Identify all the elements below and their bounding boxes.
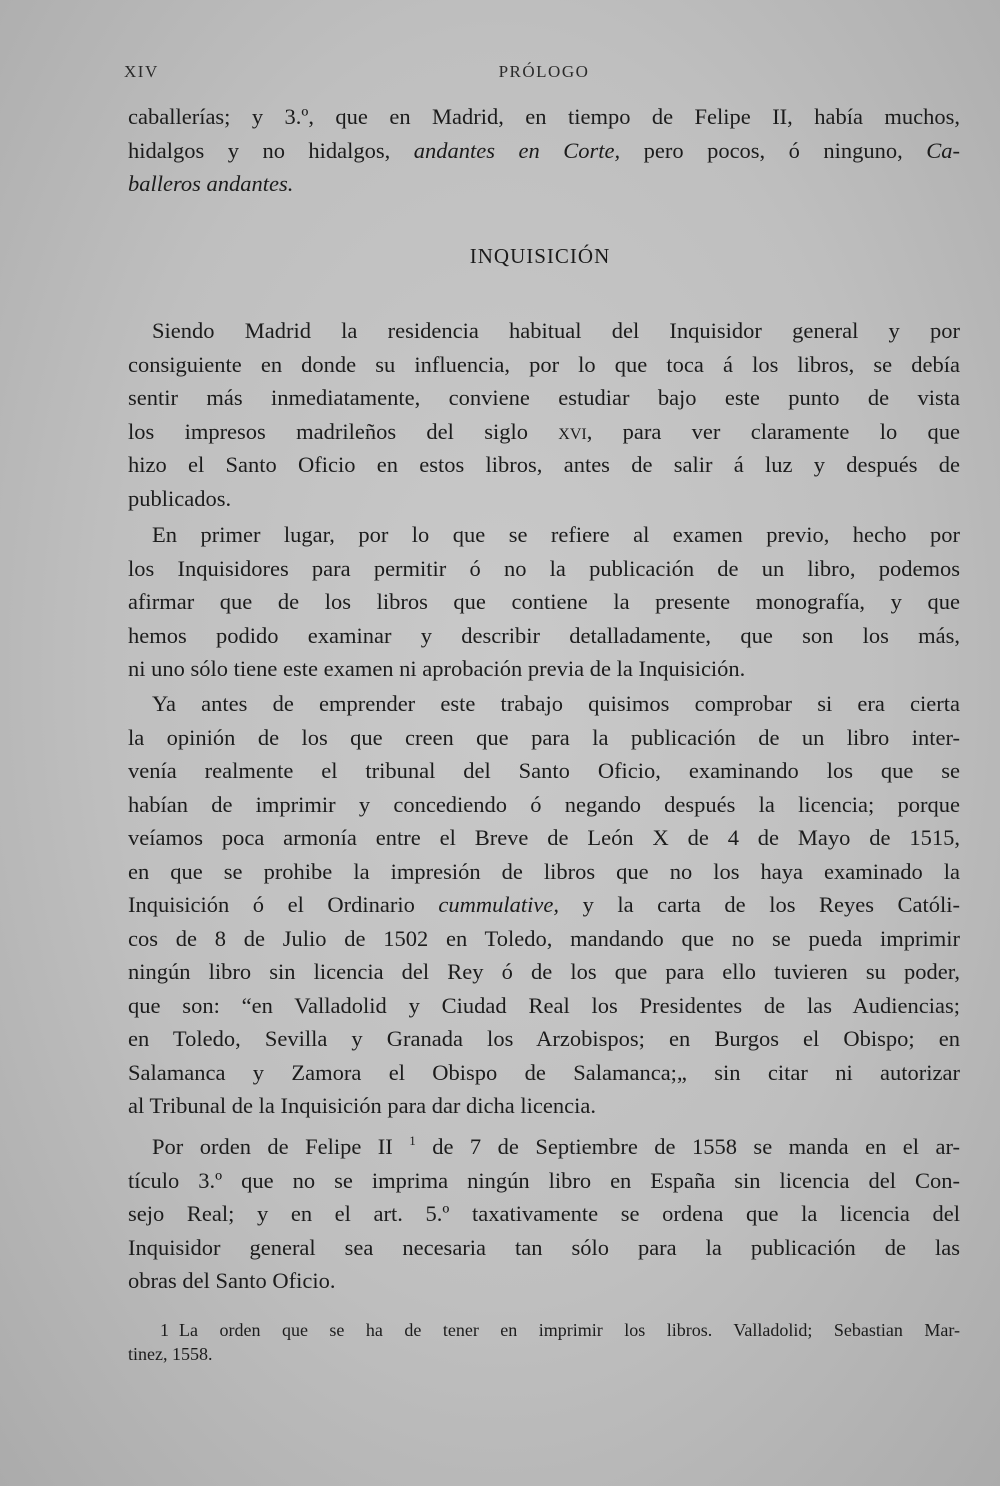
text-line: hizo el Santo Oficio en estos libros, antes de salir á luz y después de xyxy=(128,452,960,477)
paragraph-3 xyxy=(128,687,960,1123)
paragraph-4 xyxy=(128,1124,960,1298)
text-line: los Inquisidores para permitir ó no la publicación de un libro, podemos xyxy=(128,555,960,581)
text-line: tículo 3.º que no se imprima ningún libro en España sin licencia del Con- xyxy=(128,1167,960,1193)
text-line: habían de imprimir y concediendo ó negando después la licencia; porque xyxy=(128,791,960,817)
text-line: Ya antes de emprender este trabajo quisimos comprobar si era cierta xyxy=(152,691,960,716)
text-line: al Tribunal de la Inquisición para dar dicha licencia. xyxy=(128,1093,596,1118)
text-line: en que se prohibe la impresión de libros que no los haya examinado la xyxy=(128,858,960,884)
paragraph-2 xyxy=(128,518,960,686)
page-header xyxy=(124,62,964,90)
text-line: sentir más inmediatamente, conviene estudiar bajo este punto de vista xyxy=(128,385,960,410)
text-line: sejo Real; y en el art. 5.º taxativamente se ordena que la licencia del xyxy=(128,1201,960,1226)
text-line: consiguiente en donde su influencia, por lo que toca á los libros, se debía xyxy=(128,351,960,377)
footnote-line: 1 La orden que se ha de tener en imprimir los libros. Valladolid; Sebastian Mar- xyxy=(160,1320,960,1340)
intro-paragraph xyxy=(128,100,960,201)
text-line: Siendo Madrid la residencia habitual del Inquisidor general y por xyxy=(152,318,960,343)
running-title: PRÓLOGO xyxy=(498,62,590,81)
text-line: obras del Santo Oficio. xyxy=(128,1268,336,1293)
text-line: ni uno sólo tiene este examen ni aprobación previa de la Inquisición. xyxy=(128,656,746,681)
text-line: caballerías; y 3.º, que en Madrid, en tiempo de Felipe II, había muchos, xyxy=(128,104,960,129)
paragraph-1 xyxy=(128,314,960,515)
text-line: ningún libro sin licencia del Rey ó de los que para ello tuvieren su poder, xyxy=(128,959,960,984)
text-line: balleros andantes. xyxy=(128,171,294,196)
footnote-number: 1 xyxy=(160,1320,169,1340)
page-number: XIV xyxy=(124,62,159,81)
text-line: publicados. xyxy=(128,485,232,511)
text-line: Salamanca y Zamora el Obispo de Salamanca;„ sin citar ni autorizar xyxy=(128,1059,960,1085)
text-line: Por orden de Felipe II $^1$ de 7 de Septiembre de 1558 se manda en el ar- xyxy=(152,1133,960,1159)
text-line: la opinión de los que creen que para la publicación de un libro inter- xyxy=(128,724,960,750)
text-line: veíamos poca armonía entre el Breve de León X de 4 de Mayo de 1515, xyxy=(128,825,960,850)
text-line: afirmar que de los libros que contiene la presente monografía, y que xyxy=(128,589,960,614)
section-title: INQUISICIÓN xyxy=(469,244,611,268)
text-line: hidalgos y no hidalgos, andantes en Corte, pero pocos, ó ninguno, Ca- xyxy=(128,137,961,163)
text-line: en Toledo, Sevilla y Granada los Arzobispos; en Burgos el Obispo; en xyxy=(128,1026,960,1051)
text-line: En primer lugar, por lo que se refiere al examen previo, hecho por xyxy=(152,522,960,547)
text-line: hemos podido examinar y describir detalladamente, que son los más, xyxy=(128,622,960,648)
text-line: cos de 8 de Julio de 1502 en Toledo, mandando que no se pueda imprimir xyxy=(128,925,960,951)
text-line: que son: “en Valladolid y Ciudad Real los Presidentes de las Audiencias; xyxy=(128,992,960,1018)
footnote-line: tinez, 1558. xyxy=(128,1344,213,1364)
text-line: venía realmente el tribunal del Santo Oficio, examinando los que se xyxy=(128,758,960,783)
text-line: los impresos madrileños del siglo xvi, para ver claramente lo que xyxy=(128,418,960,444)
text-line: Inquisidor general sea necesaria tan sólo para la publicación de las xyxy=(128,1234,960,1260)
footnote xyxy=(128,1318,960,1366)
footnote-marker: 1 xyxy=(409,1133,416,1148)
text-line: Inquisición ó el Ordinario cummulative, y la carta de los Reyes Católi- xyxy=(128,892,961,917)
